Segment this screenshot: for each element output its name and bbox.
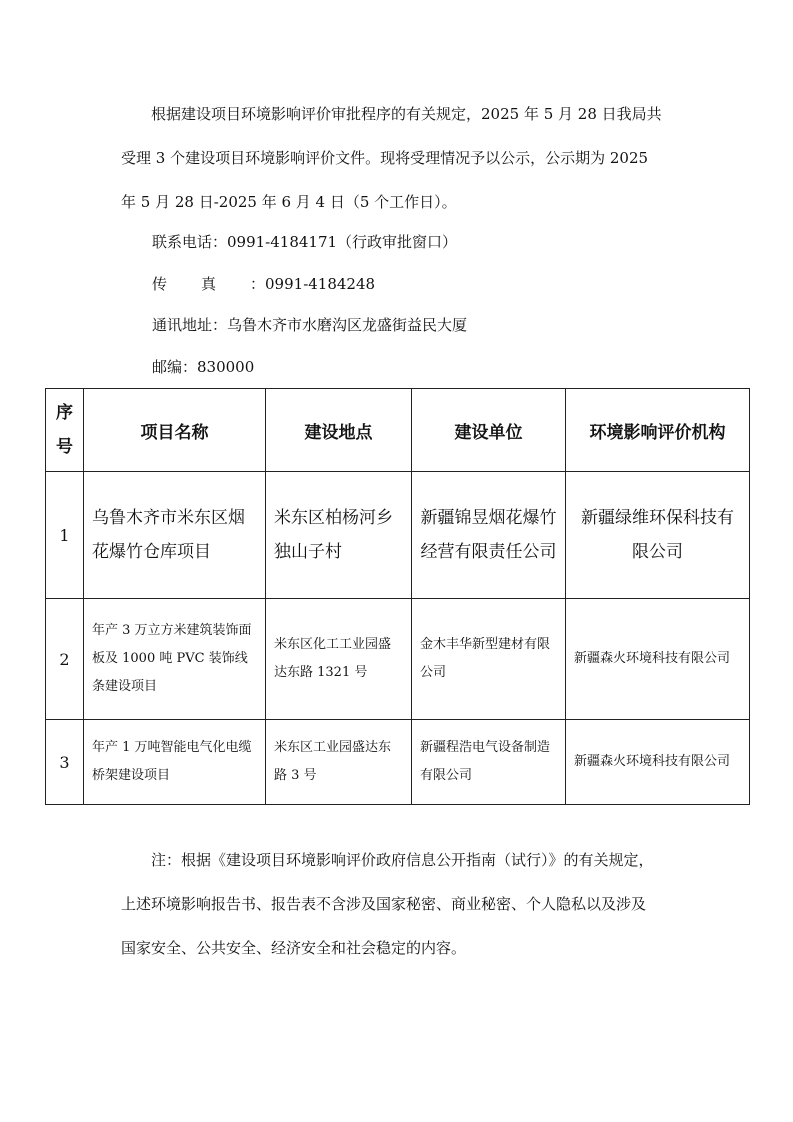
row-agency: 新疆森火环境科技有限公司: [566, 720, 750, 805]
fax-value: ：0991-4184248: [250, 275, 376, 293]
row-location: 米东区柏杨河乡独山子村: [266, 472, 412, 599]
row-seq: 3: [46, 720, 84, 805]
header-unit: 建设单位: [412, 389, 566, 472]
note-line-1: 注：根据《建设项目环境影响评价政府信息公开指南（试行）》的有关规定，: [151, 851, 654, 869]
note-paragraph: [121, 838, 681, 970]
note-line-2: 上述环境影响报告书、报告表不含涉及国家秘密、商业秘密、个人隐私以及涉及: [121, 895, 647, 913]
row-project: 年产 3 万立方米建筑装饰面板及 1000 吨 PVC 装饰线条建设项目: [84, 599, 266, 720]
row-location: 米东区工业园盛达东路 3 号: [266, 720, 412, 805]
contact-address: 通讯地址：乌鲁木齐市水磨沟区龙盛街益民大厦: [152, 316, 468, 334]
intro-line-3: 年 5 月 28 日-2025 年 6 月 4 日（5 个工作日）。: [121, 193, 457, 211]
row-location: 米东区化工工业园盛达东路 1321 号: [266, 599, 412, 720]
table-row: [46, 720, 750, 805]
intro-line-2: 受理 3 个建设项目环境影响评价文件。现将受理情况予以公示，公示期为 2025: [121, 149, 649, 167]
header-seq-1: 序: [56, 403, 73, 423]
contact-fax: [152, 273, 375, 294]
row-unit: 新疆程浩电气设备制造有限公司: [412, 720, 566, 805]
row-project: 年产 1 万吨智能电气化电缆桥架建设项目: [84, 720, 266, 805]
fax-label: 传真: [152, 275, 251, 293]
row-seq: 2: [46, 599, 84, 720]
intro-paragraph: [121, 92, 681, 224]
header-agency: 环境影响评价机构: [566, 389, 750, 472]
acceptance-table: [45, 388, 750, 805]
table-row: [46, 472, 750, 599]
note-line-3: 国家安全、公共安全、经济安全和社会稳定的内容。: [121, 939, 467, 957]
header-seq-2: 号: [56, 437, 73, 457]
row-project: 乌鲁木齐市米东区烟花爆竹仓库项目: [84, 472, 266, 599]
header-seq: [46, 389, 84, 472]
intro-line-1: 根据建设项目环境影响评价审批程序的有关规定，2025 年 5 月 28 日我局共: [151, 105, 662, 123]
contact-phone: 联系电话：0991-4184171（行政审批窗口）: [152, 233, 458, 251]
row-unit: 新疆锦昱烟花爆竹经营有限责任公司: [412, 472, 566, 599]
row-agency: 新疆森火环境科技有限公司: [566, 599, 750, 720]
header-project: 项目名称: [84, 389, 266, 472]
row-seq: 1: [46, 472, 84, 599]
header-location: 建设地点: [266, 389, 412, 472]
row-agency: 新疆绿维环保科技有限公司: [566, 472, 750, 599]
row-unit: 金木丰华新型建材有限公司: [412, 599, 566, 720]
contact-postcode: 邮编：830000: [152, 358, 255, 376]
table-row: [46, 599, 750, 720]
table-header-row: [46, 389, 750, 472]
